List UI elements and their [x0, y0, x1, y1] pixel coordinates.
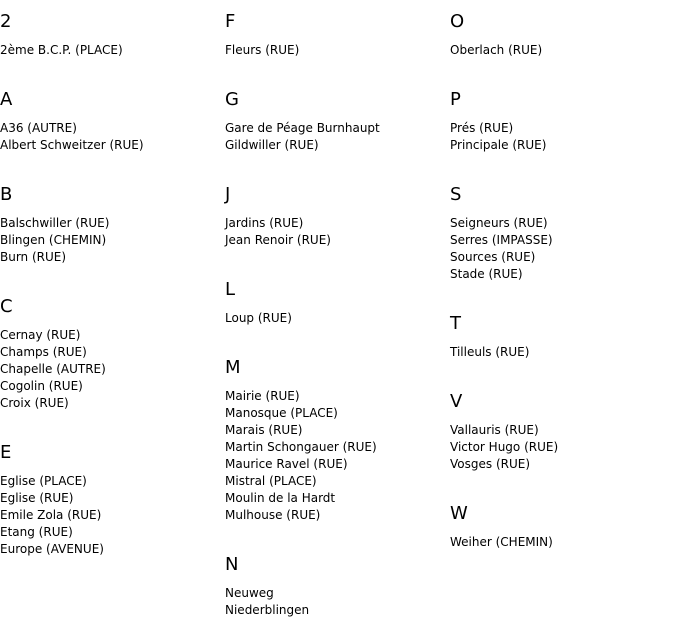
letter-heading: T — [450, 313, 461, 334]
street-list-item[interactable]: Vosges (RUE) — [450, 457, 531, 471]
group-spacer — [450, 283, 670, 302]
street-list — [0, 120, 220, 154]
group-spacer — [225, 59, 445, 78]
street-list-item[interactable]: Mulhouse (RUE) — [225, 508, 321, 522]
group-spacer — [225, 249, 445, 268]
street-list-item[interactable]: Cogolin (RUE) — [0, 379, 83, 393]
street-list-item[interactable]: Oberlach (RUE) — [450, 43, 543, 57]
group-spacer — [450, 59, 670, 78]
letter-group — [0, 296, 220, 412]
street-list-item[interactable]: Tilleuls (RUE) — [450, 345, 530, 359]
group-spacer — [450, 361, 670, 380]
street-list — [225, 585, 445, 619]
street-list-item[interactable]: Champs (RUE) — [0, 345, 87, 359]
street-list-item[interactable]: Eglise (RUE) — [0, 491, 74, 505]
street-list-item[interactable]: Maurice Ravel (RUE) — [225, 457, 348, 471]
street-list-item[interactable]: Stade (RUE) — [450, 267, 523, 281]
letter-heading: C — [0, 296, 13, 317]
street-list-item[interactable]: Blingen (CHEMIN) — [0, 233, 107, 247]
letter-heading: G — [225, 89, 239, 110]
letter-group — [0, 11, 220, 59]
street-list-item[interactable]: Sources (RUE) — [450, 250, 536, 264]
letter-group — [225, 357, 445, 524]
letter-group — [225, 279, 445, 327]
street-list-item[interactable]: A36 (AUTRE) — [0, 121, 77, 135]
street-list-item[interactable]: Manosque (PLACE) — [225, 406, 338, 420]
street-list-item[interactable]: Vallauris (RUE) — [450, 423, 539, 437]
letter-group — [0, 89, 220, 154]
letter-heading: 2 — [0, 11, 12, 32]
group-spacer — [450, 473, 670, 492]
street-list-item[interactable]: Fleurs (RUE) — [225, 43, 300, 57]
street-list-item[interactable]: Serres (IMPASSE) — [450, 233, 553, 247]
street-list — [0, 215, 220, 266]
street-list-item[interactable]: Martin Schongauer (RUE) — [225, 440, 377, 454]
street-list — [450, 422, 670, 473]
letter-group — [0, 442, 220, 558]
street-list-item[interactable]: Principale (RUE) — [450, 138, 547, 152]
street-list-item[interactable]: Jean Renoir (RUE) — [225, 233, 331, 247]
street-list — [0, 42, 220, 59]
index-column — [0, 0, 220, 558]
street-list-item[interactable]: Marais (RUE) — [225, 423, 303, 437]
street-list — [225, 388, 445, 524]
street-list-item[interactable]: Etang (RUE) — [0, 525, 73, 539]
letter-heading: S — [450, 184, 462, 205]
letter-heading: M — [225, 357, 241, 378]
street-list-item[interactable]: Jardins (RUE) — [225, 216, 304, 230]
street-list-item[interactable]: Emile Zola (RUE) — [0, 508, 102, 522]
letter-heading: N — [225, 554, 239, 575]
street-list-item[interactable]: Burn (RUE) — [0, 250, 67, 264]
street-list-item[interactable]: Moulin de la Hardt — [225, 491, 336, 505]
letter-group — [225, 184, 445, 249]
letter-group — [225, 89, 445, 154]
street-list — [225, 310, 445, 327]
street-list-item[interactable]: Loup (RUE) — [225, 311, 292, 325]
street-list-item[interactable]: Eglise (PLACE) — [0, 474, 87, 488]
street-list-item[interactable]: Europe (AVENUE) — [0, 542, 104, 556]
street-list — [225, 120, 445, 154]
letter-heading: P — [450, 89, 461, 110]
letter-heading: F — [225, 11, 236, 32]
group-spacer — [225, 524, 445, 543]
street-list-item[interactable]: Victor Hugo (RUE) — [450, 440, 559, 454]
street-list-item[interactable]: Balschwiller (RUE) — [0, 216, 110, 230]
group-spacer — [0, 266, 220, 285]
group-spacer — [0, 412, 220, 431]
letter-heading: V — [450, 391, 463, 412]
letter-group — [450, 503, 670, 551]
street-list-item[interactable]: Chapelle (AUTRE) — [0, 362, 106, 376]
letter-group — [450, 184, 670, 283]
street-list-item[interactable]: 2ème B.C.P. (PLACE) — [0, 43, 123, 57]
street-list — [225, 215, 445, 249]
letter-group — [450, 313, 670, 361]
group-spacer — [0, 154, 220, 173]
street-list-item[interactable]: Niederblingen — [225, 603, 310, 617]
street-list — [450, 534, 670, 551]
street-list-item[interactable]: Seigneurs (RUE) — [450, 216, 548, 230]
street-list-item[interactable]: Cernay (RUE) — [0, 328, 81, 342]
street-list-item[interactable]: Mairie (RUE) — [225, 389, 300, 403]
street-list-item[interactable]: Neuweg — [225, 586, 274, 600]
street-list — [450, 344, 670, 361]
street-list — [0, 473, 220, 558]
letter-heading: A — [0, 89, 13, 110]
street-list-item[interactable]: Gare de Péage Burnhaupt — [225, 121, 380, 135]
street-list-item[interactable]: Gildwiller (RUE) — [225, 138, 319, 152]
street-list — [450, 215, 670, 283]
group-spacer — [0, 59, 220, 78]
group-spacer — [450, 154, 670, 173]
letter-group — [225, 554, 445, 619]
letter-group — [450, 391, 670, 473]
letter-heading: B — [0, 184, 13, 205]
street-list-item[interactable]: Albert Schweitzer (RUE) — [0, 138, 144, 152]
letter-heading: W — [450, 503, 468, 524]
letter-group — [450, 89, 670, 154]
street-list-item[interactable]: Croix (RUE) — [0, 396, 69, 410]
street-list — [0, 327, 220, 412]
street-list — [450, 42, 670, 59]
letter-group — [450, 11, 670, 59]
group-spacer — [225, 154, 445, 173]
street-list — [450, 120, 670, 154]
letter-group — [0, 184, 220, 266]
group-spacer — [225, 327, 445, 346]
street-list-item[interactable]: Mistral (PLACE) — [225, 474, 317, 488]
letter-heading: E — [0, 442, 12, 463]
street-list-item[interactable]: Weiher (CHEMIN) — [450, 535, 553, 549]
letter-group — [225, 11, 445, 59]
index-column — [225, 0, 445, 619]
letter-heading: L — [225, 279, 236, 300]
street-list-item[interactable]: Prés (RUE) — [450, 121, 514, 135]
index-column — [450, 0, 670, 551]
letter-heading: J — [225, 184, 231, 205]
letter-heading: O — [450, 11, 465, 32]
street-list — [225, 42, 445, 59]
